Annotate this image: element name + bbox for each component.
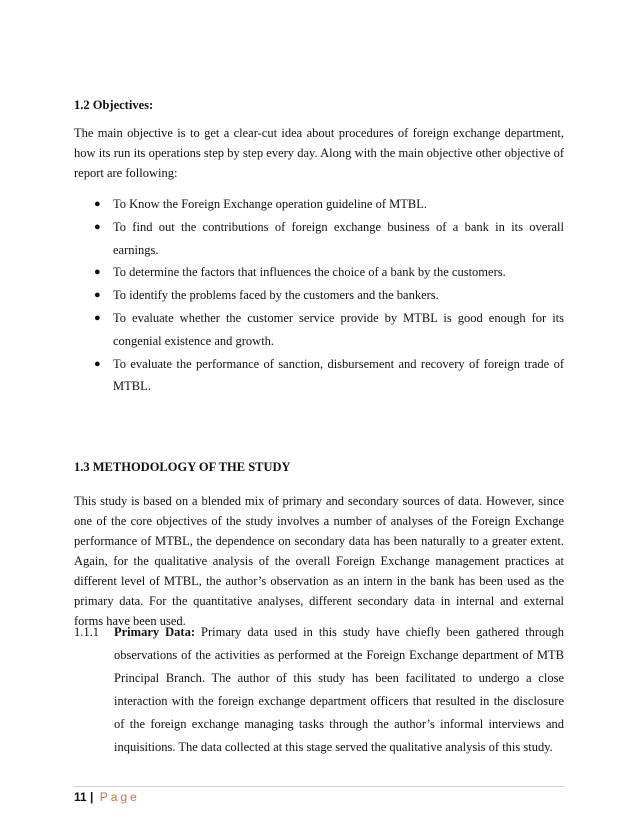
subsection-body (114, 621, 564, 759)
list-item: ● To find out the contributions of foreign exchange business of a bank in its overall earnings. (94, 216, 564, 262)
bullet-icon: ● (94, 289, 101, 302)
list-item: ● To identify the problems faced by the customers and the bankers. (94, 284, 564, 307)
list-item: ● To evaluate the performance of sanction, disbursement and recovery of foreign trade of MTBL. (94, 353, 564, 399)
subsection-title: Primary Data: (114, 625, 195, 639)
page-label: Page (99, 790, 140, 804)
bullet-icon: ● (94, 311, 101, 324)
footer-divider (74, 786, 564, 787)
list-item: ● To evaluate whether the customer service provide by MTBL is good enough for its congenial existence and growth. (94, 307, 564, 353)
primary-data-subsection (74, 621, 564, 759)
page-footer (74, 790, 140, 804)
bullet-icon: ● (94, 198, 101, 210)
subsection-number: 1.1.1 (74, 625, 99, 639)
methodology-heading: 1.3 METHODOLOGY OF THE STUDY (74, 460, 291, 474)
footer-separator: | (90, 790, 94, 804)
list-item: ● To Know the Foreign Exchange operation guideline of MTBL. (94, 193, 564, 216)
list-item: ● To determine the factors that influences the choice of a bank by the customers. (94, 261, 564, 284)
objectives-list (94, 193, 564, 398)
objectives-intro: The main objective is to get a clear-cut idea about procedures of foreign exchange department, how its run its operations step by step every day. Along with the main objective other objective of report are following: (74, 126, 564, 180)
bullet-icon: ● (94, 357, 101, 370)
bullet-icon: ● (94, 220, 101, 233)
subsection-text: Primary data used in this study have chiefly been gathered through observations of the activities as performed at the Foreign Exchange department of MTB Principal Branch. The author of this study has been facilitated to undergo a close interaction with the foreign exchange department officers that resulted in the disclosure of the foreign exchange managing tasks through the author’s informal interviews and inquisitions. The data collected at this stage served the qualitative analysis of this study. (114, 625, 564, 754)
page-number: 11 (74, 790, 87, 804)
methodology-paragraph: This study is based on a blended mix of primary and secondary sources of data. However, since one of the core objectives of the study involves a number of analyses of the Foreign Exchange performance of MTBL, the dependence on secondary data has been naturally to a greater extent. Again, for the qualitative analysis of the overall Foreign Exchange management practices at different level of MTBL, the author’s observation as an intern in the bank has been used as the primary data. For the quantitative analyses, different secondary data in internal and external forms have been used. (74, 494, 564, 628)
objectives-heading: 1.2 Objectives: (74, 98, 154, 112)
bullet-icon: ● (94, 266, 101, 279)
